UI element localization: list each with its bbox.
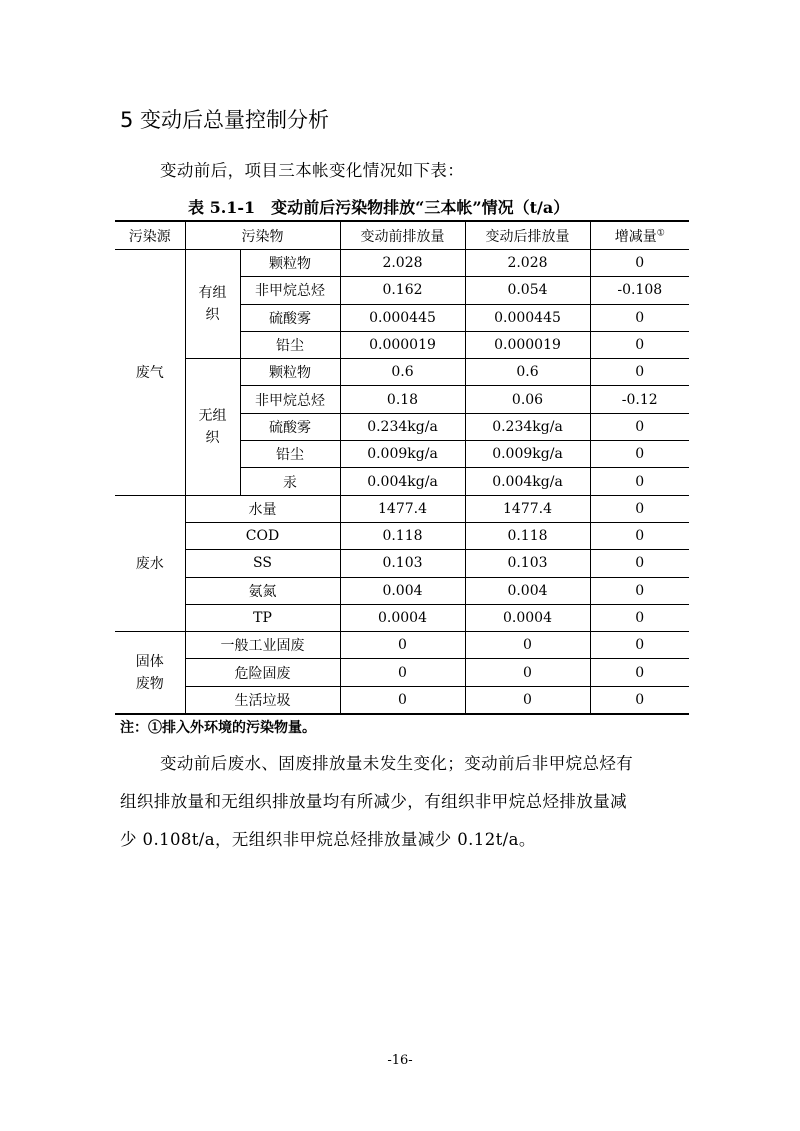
body-line: 变动前后废水、固废排放量未发生变化；变动前后非甲烷总烃有 [160,754,634,773]
table-row [115,495,689,522]
header-after: 变动后排放量 [465,221,590,250]
pollutant-cell: 汞 [240,468,340,495]
before-cell: 2.028 [340,250,465,277]
pollutant-cell: 一般工业固废 [185,632,340,659]
header-change-label: 增减量 [614,228,657,245]
change-cell: 0 [590,659,689,686]
table-row [115,686,689,714]
before-cell: 0 [340,632,465,659]
after-cell: 1477.4 [465,495,590,522]
change-cell: 0 [590,441,689,468]
after-cell: 0.000445 [465,304,590,331]
change-cell: 0 [590,250,689,277]
after-cell: 0 [465,686,590,714]
before-cell: 0.103 [340,550,465,577]
pollutant-cell: 非甲烷总烃 [240,386,340,413]
change-cell: -0.12 [590,386,689,413]
table-row [115,604,689,631]
table-row [115,577,689,604]
pollutant-cell: 铅尘 [240,441,340,468]
after-cell: 0.054 [465,277,590,304]
table-row [115,659,689,686]
after-cell: 0.234kg/a [465,413,590,440]
pollutant-cell: SS [185,550,340,577]
after-cell: 2.028 [465,250,590,277]
pollutant-cell: 生活垃圾 [185,686,340,714]
after-cell: 0.118 [465,522,590,549]
change-cell: 0 [590,468,689,495]
change-cell: 0 [590,304,689,331]
after-cell: 0.103 [465,550,590,577]
change-cell: 0 [590,632,689,659]
before-cell: 0.004kg/a [340,468,465,495]
source-cell: 废水 [115,495,185,631]
pollutant-cell: 硫酸雾 [240,304,340,331]
header-before: 变动前排放量 [340,221,465,250]
page-number: -16- [387,1053,413,1068]
pollutant-cell: 水量 [185,495,340,522]
change-cell: 0 [590,331,689,358]
section-heading: 5 变动后总量控制分析 [120,108,330,132]
pollutant-cell: 危险固废 [185,659,340,686]
pollutant-cell: 氨氮 [185,577,340,604]
before-cell: 1477.4 [340,495,465,522]
before-cell: 0.004 [340,577,465,604]
sub-source-cell: 无组织 [185,359,240,495]
after-cell: 0 [465,632,590,659]
after-cell: 0.06 [465,386,590,413]
after-cell: 0.004 [465,577,590,604]
before-cell: 0.0004 [340,604,465,631]
emission-ledger-table [115,220,689,715]
after-cell: 0.000019 [465,331,590,358]
before-cell: 0.162 [340,277,465,304]
before-cell: 0.6 [340,359,465,386]
before-cell: 0.118 [340,522,465,549]
header-source: 污染源 [115,221,185,250]
table-row [115,522,689,549]
table-header-row [115,221,689,250]
change-cell: 0 [590,577,689,604]
pollutant-cell: 颗粒物 [240,250,340,277]
after-cell: 0.004kg/a [465,468,590,495]
after-cell: 0.0004 [465,604,590,631]
note-mark: ① [656,227,665,238]
change-cell: 0 [590,550,689,577]
before-cell: 0.009kg/a [340,441,465,468]
table-row [115,250,689,277]
sub-source-cell: 有组织 [185,250,240,359]
before-cell: 0.234kg/a [340,413,465,440]
table-row [115,359,689,386]
change-cell: 0 [590,359,689,386]
intro-paragraph: 变动前后，项目三本帐变化情况如下表： [160,161,465,180]
pollutant-cell: 硫酸雾 [240,413,340,440]
before-cell: 0.18 [340,386,465,413]
header-change [590,221,689,250]
after-cell: 0.6 [465,359,590,386]
after-cell: 0.009kg/a [465,441,590,468]
pollutant-cell: 颗粒物 [240,359,340,386]
change-cell: 0 [590,522,689,549]
table-row [115,550,689,577]
source-cell: 固体废物 [115,632,185,714]
table-row [115,632,689,659]
pollutant-cell: 非甲烷总烃 [240,277,340,304]
pollutant-cell: COD [185,522,340,549]
change-cell: -0.108 [590,277,689,304]
table-caption: 表 5.1-1 变动前后污染物排放“三本帐”情况（t/a） [188,198,570,217]
before-cell: 0 [340,659,465,686]
change-cell: 0 [590,686,689,714]
before-cell: 0 [340,686,465,714]
source-cell: 废气 [115,250,185,496]
pollutant-cell: TP [185,604,340,631]
table-footnote: 注：①排入外环境的污染物量。 [120,720,316,736]
header-pollutant: 污染物 [185,221,340,250]
change-cell: 0 [590,604,689,631]
body-line: 组织排放量和无组织排放量均有所减少，有组织非甲烷总烃排放量减 [120,792,627,811]
before-cell: 0.000019 [340,331,465,358]
pollutant-cell: 铅尘 [240,331,340,358]
change-cell: 0 [590,413,689,440]
after-cell: 0 [465,659,590,686]
change-cell: 0 [590,495,689,522]
before-cell: 0.000445 [340,304,465,331]
body-line: 少 0.108t/a，无组织非甲烷总烃排放量减少 0.12t/a。 [120,830,536,849]
